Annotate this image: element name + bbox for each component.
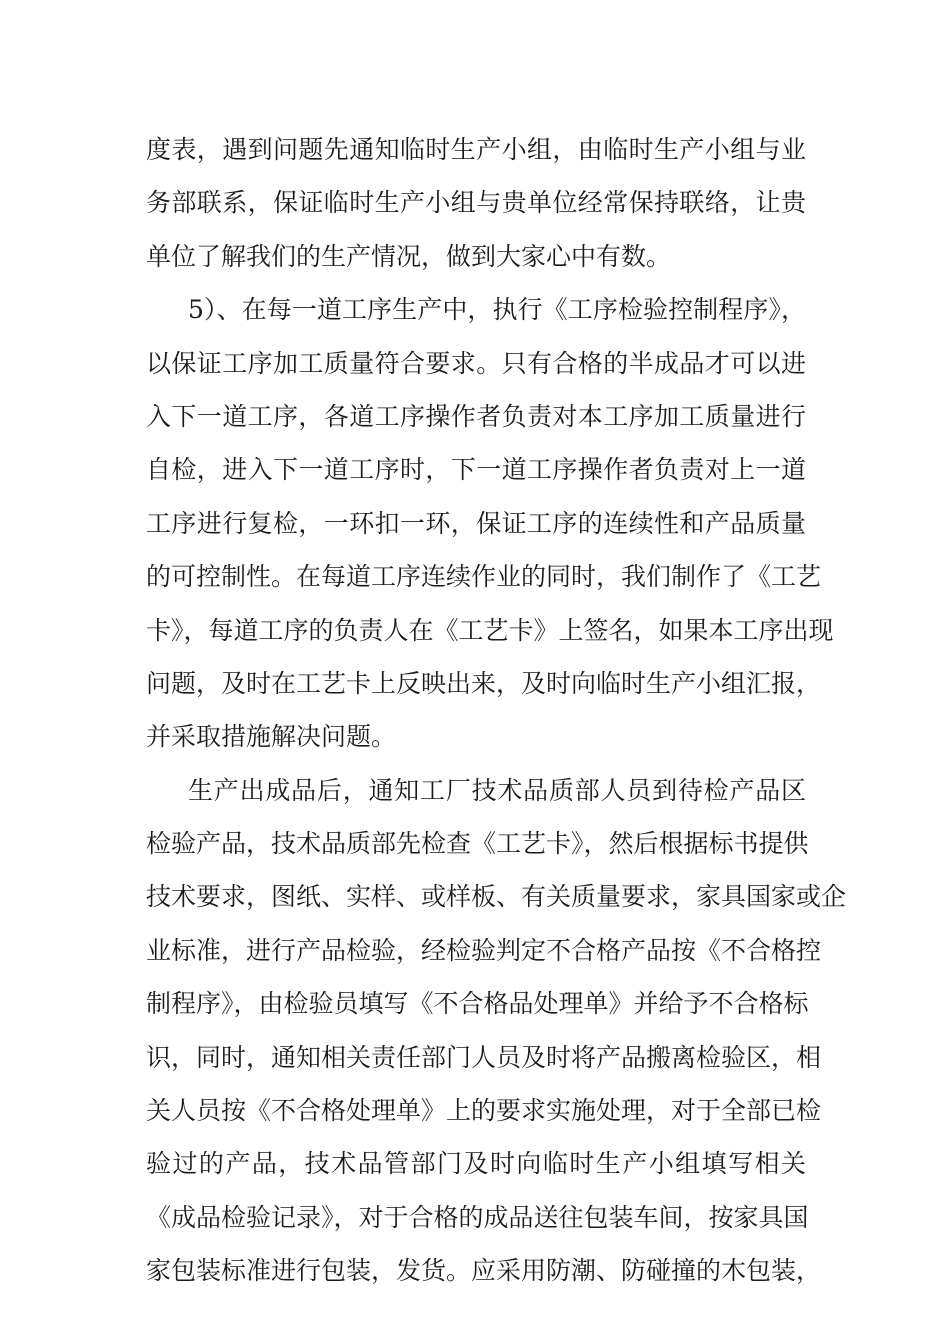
text-line: 技术要求，图纸、实样、或样板、有关质量要求，家具国家或企 bbox=[146, 882, 847, 912]
text-line: 务部联系，保证临时生产小组与贵单位经常保持联络，让贵 bbox=[146, 188, 806, 218]
text-line: 入下一道工序，各道工序操作者负责对本工序加工质量进行 bbox=[146, 401, 806, 431]
text-line: 制程序》，由检验员填写《不合格品处理单》并给予不合格标 bbox=[146, 989, 809, 1019]
text-line: 业标准，进行产品检验，经检验判定不合格产品按《不合格控 bbox=[146, 935, 822, 965]
text-line: 工序进行复检，一环扣一环，保证工序的连续性和产品质量 bbox=[146, 508, 806, 538]
text-line: 检验产品，技术品质部先检查《工艺卡》，然后根据标书提供 bbox=[146, 829, 809, 859]
text-line: 《成品检验记录》，对于合格的成品送往包装车间，按家具国 bbox=[146, 1202, 809, 1232]
text-line: 家包装标准进行包装，发货。应采用防潮、防碰撞的木包装， bbox=[146, 1256, 822, 1286]
paragraph-1 bbox=[146, 123, 806, 283]
text-line: 卡》，每道工序的负责人在《工艺卡》上签名，如果本工序出现 bbox=[146, 615, 834, 645]
text-line: 自检，进入下一道工序时，下一道工序操作者负责对上一道 bbox=[146, 455, 806, 485]
text-line: 5）、在每一道工序生产中，执行《工序检验控制程序》， bbox=[188, 295, 806, 325]
paragraph-2 bbox=[146, 283, 834, 764]
text-line: 验过的产品，技术品管部门及时向临时生产小组填写相关 bbox=[146, 1149, 806, 1179]
text-line: 识，同时，通知相关责任部门人员及时将产品搬离检验区，相 bbox=[146, 1042, 822, 1072]
text-line: 度表，遇到问题先通知临时生产小组，由临时生产小组与业 bbox=[146, 135, 806, 164]
paragraph-3 bbox=[146, 764, 847, 1298]
text-line: 的可控制性。在每道工序连续作业的同时，我们制作了《工艺 bbox=[146, 562, 822, 592]
body-text bbox=[146, 123, 847, 1298]
text-line: 并采取措施解决问题。 bbox=[146, 722, 397, 752]
text-line: 关人员按《不合格处理单》上的要求实施处理，对于全部已检 bbox=[146, 1096, 822, 1126]
text-line: 生产出成品后，通知工厂技术品质部人员到待检产品区 bbox=[188, 775, 806, 805]
text-line: 问题，及时在工艺卡上反映出来，及时向临时生产小组汇报， bbox=[146, 668, 822, 698]
text-line: 以保证工序加工质量符合要求。只有合格的半成品才可以进 bbox=[146, 348, 806, 378]
text-line: 单位了解我们的生产情况，做到大家心中有数。 bbox=[146, 241, 672, 271]
